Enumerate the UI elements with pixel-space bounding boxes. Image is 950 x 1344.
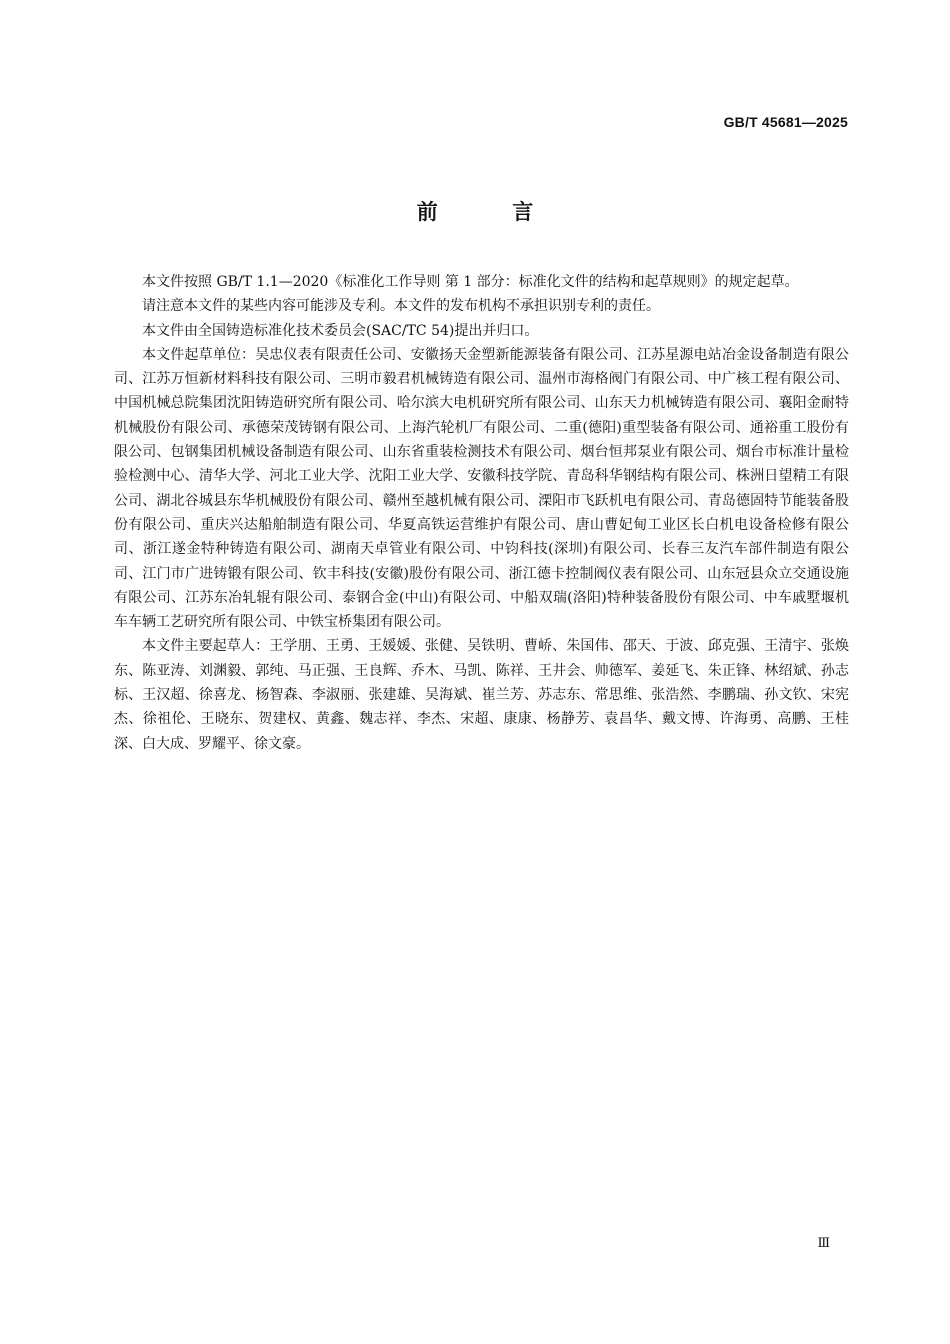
standard-code: GB/T 45681—2025 <box>723 114 848 130</box>
paragraph-drafters: 本文件主要起草人：王学朋、王勇、王媛媛、张健、吴铁明、曹峤、朱国伟、邵天、于波、邱克强、王清宇、张焕东、陈亚涛、刘渊毅、郭纯、马正强、王良辉、乔木、马凯、陈祥、王井会、帅德军、姜延飞、朱正锋、林绍斌、孙志标、王汉超、徐喜龙、杨智森、李淑丽、张建雄、吴海斌、崔兰芳、苏志东、常思维、张浩然、李鹏瑞、孙文钦、宋宪杰、徐祖伦、王晓东、贺建权、黄鑫、魏志祥、李杰、宋超、康康、杨静芳、袁昌华、戴文博、许海勇、高鹏、王桂深、白大成、罗耀平、徐文豪。 <box>114 638 849 752</box>
paragraph-drafting-units: 本文件起草单位：吴忠仪表有限责任公司、安徽扬天金塑新能源装备有限公司、江苏星源电站冶金设备制造有限公司、江苏万恒新材料科技有限公司、三明市毅君机械铸造有限公司、温州市海格阀门有限公司、中广核工程有限公司、中国机械总院集团沈阳铸造研究所有限公司、哈尔滨大电机研究所有限公司、山东天力机械铸造有限公司、襄阳金耐特机械股份有限公司、承德荣茂铸钢有限公司、上海汽轮机厂有限公司、二重(德阳)重型装备有限公司、通裕重工股份有限公司、包钢集团机械设备制造有限公司、山东省重装检测技术有限公司、烟台恒邦泵业有限公司、烟台市标准计量检验检测中心、清华大学、河北工业大学、沈阳工业大学、安徽科技学院、青岛科华钢结构有限公司、株洲日望精工有限公司、湖北谷城县东华机械股份有限公司、赣州至越机械有限公司、溧阳市飞跃机电有限公司、青岛德固特节能装备股份有限公司、重庆兴达船舶制造有限公司、华夏高铁运营维护有限公司、唐山曹妃甸工业区长白机电设备检修有限公司、浙江遂金特种铸造有限公司、湖南天卓管业有限公司、中钧科技(深圳)有限公司、长春三友汽车部件制造有限公司、江门市广进铸锻有限公司、钦丰科技(安徽)股份有限公司、浙江德卡控制阀仪表有限公司、山东冠县众立交通设施有限公司、江苏东冶轧辊有限公司、泰钢合金(中山)有限公司、中船双瑞(洛阳)特种装备股份有限公司、中车戚墅堰机车车辆工艺研究所有限公司、中铁宝桥集团有限公司。 <box>114 346 849 631</box>
document-body <box>114 270 849 756</box>
paragraph-committee: 本文件由全国铸造标准化技术委员会(SAC/TC 54)提出并归口。 <box>142 322 539 339</box>
paragraph-patent-notice: 请注意本文件的某些内容可能涉及专利。本文件的发布机构不承担识别专利的责任。 <box>142 298 660 315</box>
paragraph-drafting-rules: 本文件按照 GB/T 1.1—2020《标准化工作导则 第 1 部分：标准化文件的结构和起草规则》的规定起草。 <box>142 274 799 290</box>
page-title: 前 言 <box>416 200 567 224</box>
page-number: Ⅲ <box>817 1235 830 1250</box>
